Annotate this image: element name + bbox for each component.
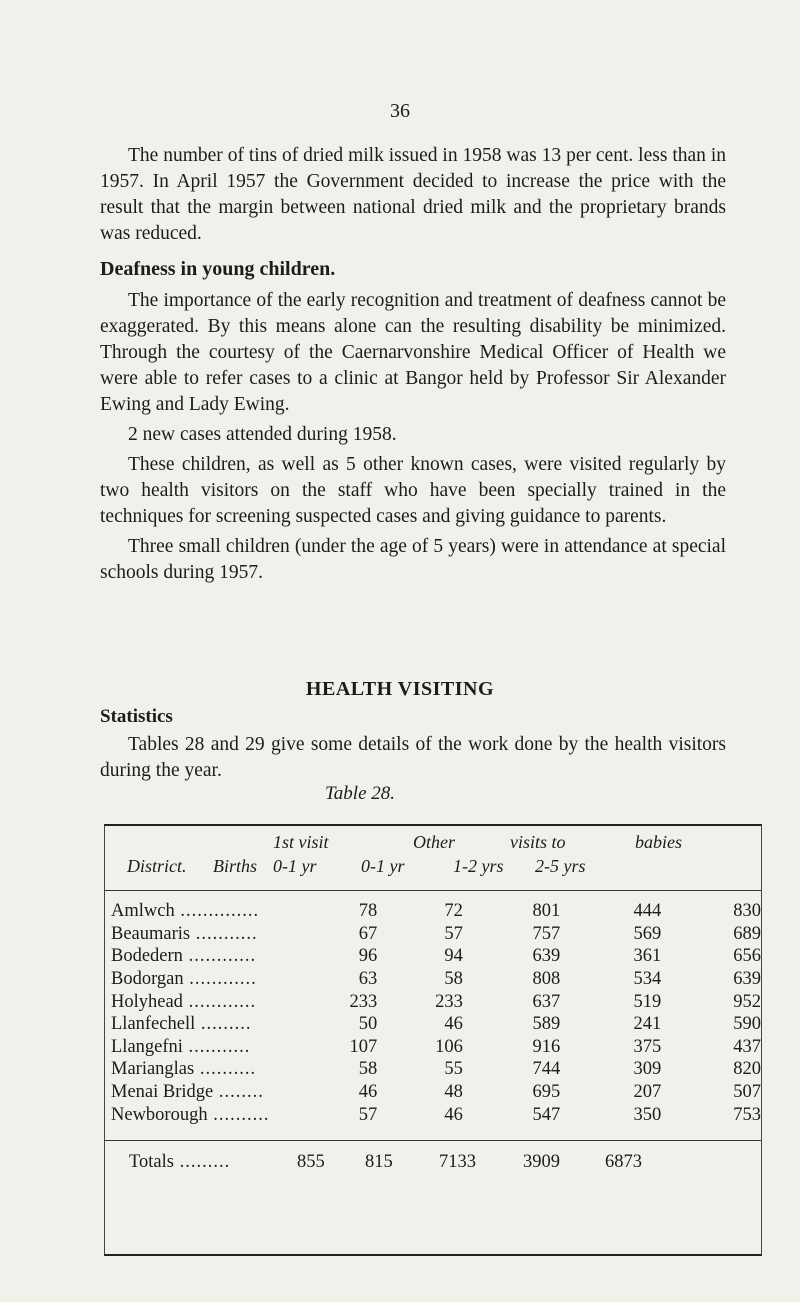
cell-births: 50 — [358, 1014, 378, 1035]
leader-dots: .......... — [207, 1104, 270, 1125]
cell-district — [105, 968, 330, 991]
intro-paragraph: The number of tins of dried milk issued in 1958 was 13 per cent. less than in 1957. In April 1957 the Government decided to increase the price with the result that the margin between national dried milk and the proprietary brands was reduced. — [100, 145, 726, 244]
cell-first-visit: 57 — [444, 923, 463, 944]
header-first-visit-age: 0-1 yr — [273, 856, 317, 876]
cell-other-0-1: 639 — [532, 946, 561, 967]
table-28 — [104, 824, 762, 1256]
table-row — [105, 1103, 761, 1126]
cell-other-1-2: 241 — [633, 1014, 662, 1035]
cell-district — [105, 1058, 330, 1081]
cell-first-visit: 46 — [444, 1014, 463, 1035]
cell-other-2-5: 753 — [733, 1104, 761, 1125]
table-caption: Table 28. — [324, 783, 396, 804]
totals-other-0-1: 7133 — [439, 1152, 476, 1172]
cell-district — [105, 1013, 330, 1036]
header-other: Other — [413, 832, 455, 852]
leader-dots: .......... — [194, 1059, 257, 1080]
header-district: District. — [127, 856, 187, 876]
cell-district — [105, 1103, 330, 1126]
page-number: 36 — [390, 100, 410, 122]
header-other-2-5: 2-5 yrs — [535, 856, 586, 876]
cell-other-0-1: 695 — [532, 1082, 561, 1103]
cell-other-2-5: 437 — [733, 1036, 761, 1057]
cell-other-0-1: 808 — [532, 969, 561, 990]
cell-other-1-2: 309 — [633, 1059, 662, 1080]
deafness-paragraph-3: These children, as well as 5 other known cases, were visited regularly by two health visitors on the staff who have been specially trained in the techniques for screening suspected cases and giving guidance to parents. — [100, 454, 726, 527]
leader-dots: ........... — [190, 923, 258, 944]
header-births: Births — [213, 856, 258, 876]
cell-births: 107 — [349, 1036, 378, 1057]
district-name: Menai Bridge — [111, 1082, 214, 1103]
leader-dots: ........... — [182, 1036, 251, 1057]
statistics-paragraph: Tables 28 and 29 give some details of the work done by the health visitors during the year. — [100, 734, 726, 781]
statistics-section — [100, 732, 726, 784]
cell-other-0-1: 589 — [532, 1014, 561, 1035]
table-row — [105, 1013, 761, 1036]
cell-births: 78 — [358, 901, 378, 922]
cell-other-0-1: 547 — [532, 1104, 561, 1125]
cell-other-1-2: 569 — [633, 923, 662, 944]
health-visiting-heading: HEALTH VISITING — [305, 678, 495, 700]
totals-other-2-5: 6873 — [605, 1152, 642, 1172]
cell-district — [105, 900, 330, 923]
cell-other-0-1: 801 — [532, 901, 561, 922]
totals-births: 855 — [297, 1152, 325, 1172]
cell-first-visit: 58 — [444, 969, 463, 990]
totals-label — [129, 1152, 230, 1173]
district-name: Llangefni — [111, 1036, 183, 1057]
cell-births: 67 — [358, 923, 378, 944]
district-name: Bodorgan — [111, 969, 184, 990]
cell-other-0-1: 744 — [532, 1059, 561, 1080]
cell-district — [105, 990, 330, 1013]
deafness-heading: Deafness in young children. — [100, 258, 336, 280]
cell-other-1-2: 361 — [633, 946, 662, 967]
cell-first-visit: 94 — [444, 946, 463, 967]
table-row — [105, 968, 761, 991]
cell-births: 46 — [358, 1082, 378, 1103]
header-rule — [105, 890, 761, 891]
cell-other-2-5: 639 — [733, 969, 761, 990]
cell-district — [105, 923, 330, 946]
cell-births: 233 — [349, 991, 378, 1012]
cell-other-1-2: 444 — [633, 901, 662, 922]
leader-dots: ........ — [213, 1082, 264, 1103]
cell-first-visit: 106 — [435, 1036, 463, 1057]
cell-births: 96 — [358, 946, 378, 967]
table-row — [105, 900, 761, 923]
cell-births: 57 — [358, 1104, 378, 1125]
cell-other-2-5: 830 — [733, 901, 761, 922]
cell-first-visit: 55 — [444, 1059, 463, 1080]
totals-rule — [105, 1140, 761, 1141]
cell-other-2-5: 656 — [733, 946, 761, 967]
cell-other-2-5: 590 — [733, 1014, 761, 1035]
cell-first-visit: 233 — [435, 991, 463, 1012]
cell-other-1-2: 519 — [633, 991, 662, 1012]
district-table — [105, 900, 761, 1126]
district-name: Bodedern — [111, 946, 183, 967]
totals-dots: ......... — [173, 1152, 231, 1172]
header-visits-to: visits to — [510, 832, 566, 852]
deafness-section — [100, 288, 726, 586]
cell-other-2-5: 689 — [733, 923, 761, 944]
statistics-subheading: Statistics — [100, 706, 173, 727]
cell-other-2-5: 952 — [733, 991, 761, 1012]
district-name: Beaumaris — [111, 923, 191, 944]
totals-label-text: Totals — [129, 1152, 174, 1172]
table-row — [105, 1036, 761, 1059]
cell-other-2-5: 820 — [733, 1059, 761, 1080]
cell-first-visit: 72 — [444, 901, 463, 922]
header-first-visit: 1st visit — [273, 832, 329, 852]
table-row — [105, 923, 761, 946]
deafness-paragraph-4: Three small children (under the age of 5 years) were in attendance at special schools during 1957. — [100, 536, 726, 583]
district-name: Amlwch — [111, 901, 175, 922]
totals-first: 815 — [365, 1152, 393, 1172]
cell-births: 58 — [358, 1059, 378, 1080]
table-row — [105, 945, 761, 968]
cell-first-visit: 46 — [444, 1104, 463, 1125]
cell-other-1-2: 350 — [633, 1104, 662, 1125]
cell-other-1-2: 534 — [633, 969, 662, 990]
cell-other-2-5: 507 — [733, 1082, 761, 1103]
cell-other-0-1: 637 — [532, 991, 561, 1012]
leader-dots: ............ — [182, 991, 257, 1012]
cell-district — [105, 945, 330, 968]
header-other-1-2: 1-2 yrs — [453, 856, 504, 876]
cell-other-0-1: 757 — [532, 923, 561, 944]
cell-first-visit: 48 — [444, 1082, 463, 1103]
intro-section — [100, 143, 726, 247]
header-other-0-1: 0-1 yr — [361, 856, 405, 876]
district-name: Newborough — [111, 1104, 208, 1125]
cell-other-0-1: 916 — [532, 1036, 561, 1057]
leader-dots: ......... — [195, 1014, 252, 1035]
cell-births: 63 — [358, 969, 378, 990]
leader-dots: .............. — [174, 901, 260, 922]
cell-other-1-2: 207 — [633, 1082, 662, 1103]
totals-row — [105, 1152, 761, 1176]
cell-district — [105, 1036, 330, 1059]
header-babies: babies — [635, 832, 682, 852]
totals-other-1-2: 3909 — [523, 1152, 560, 1172]
district-name: Llanfechell — [111, 1014, 196, 1035]
table-row — [105, 1058, 761, 1081]
cell-district — [105, 1081, 330, 1104]
leader-dots: ............ — [182, 946, 257, 967]
deafness-paragraph-1: The importance of the early recognition and treatment of deafness cannot be exaggerated. By this means alone can the resulting disability be minimized. Through the courtesy of the Caernarvonshire Medical Officer of Health we were able to refer cases to a clinic at Bangor held by Professor Sir Alexander Ewing and Lady Ewing. — [100, 290, 726, 415]
table-row — [105, 1081, 761, 1104]
district-name: Holyhead — [111, 991, 183, 1012]
district-name: Marianglas — [111, 1059, 195, 1080]
deafness-paragraph-2: 2 new cases attended during 1958. — [128, 424, 397, 445]
cell-other-1-2: 375 — [633, 1036, 662, 1057]
leader-dots: ............ — [183, 969, 257, 990]
table-row — [105, 990, 761, 1013]
